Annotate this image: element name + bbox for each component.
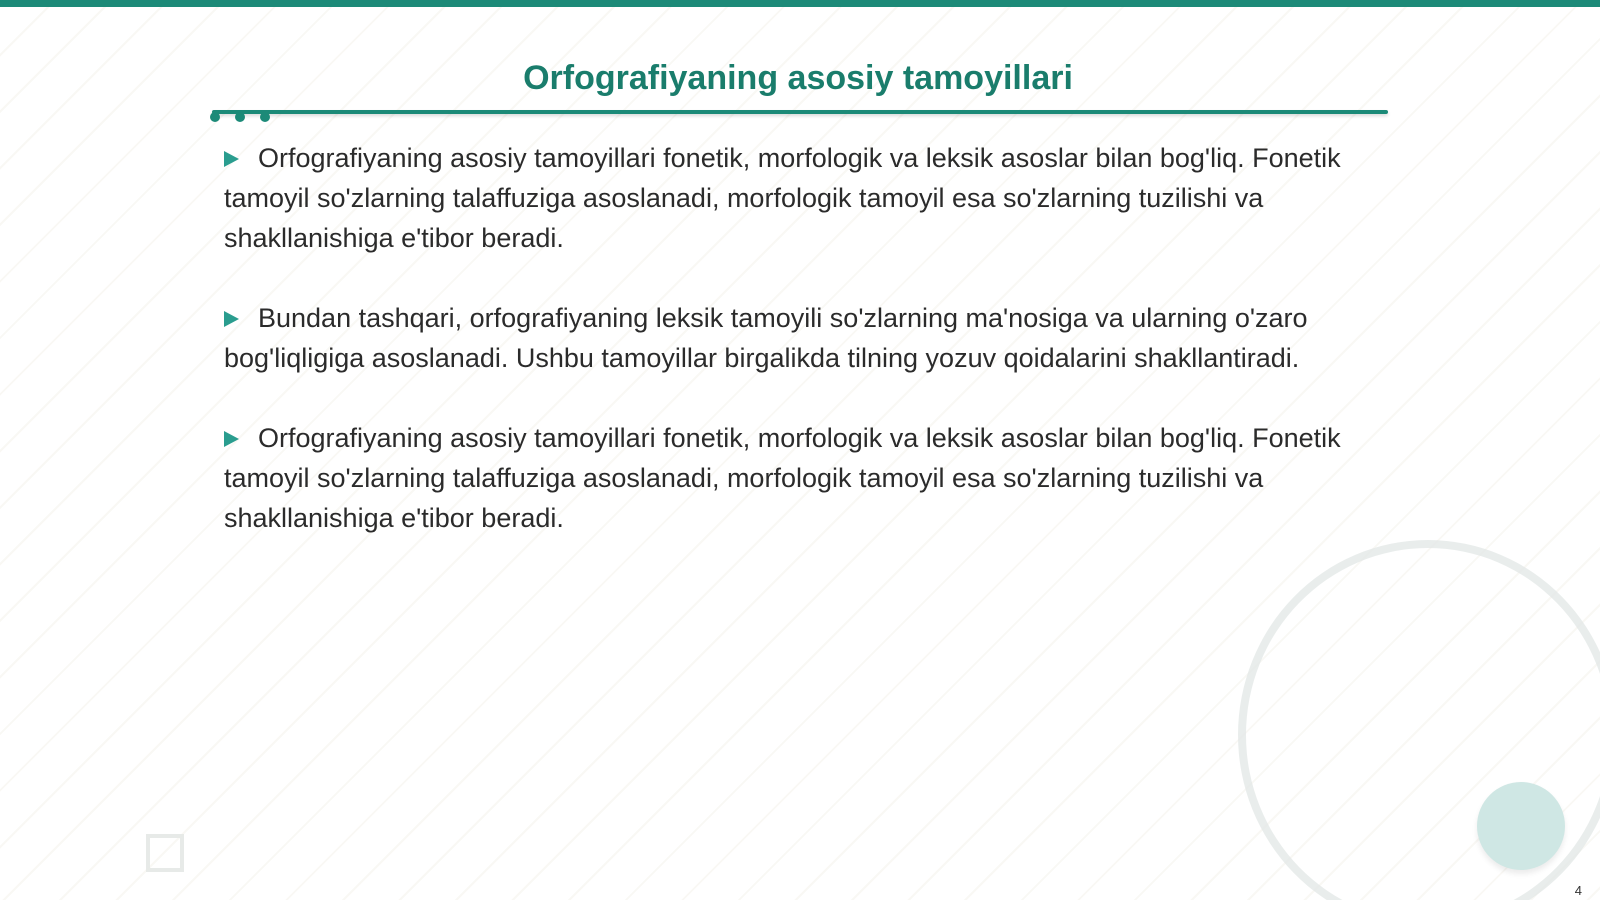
underline-dot — [235, 112, 245, 122]
decorative-square — [146, 834, 184, 872]
underline-dot — [210, 112, 220, 122]
bullet-paragraph-3 — [224, 418, 1374, 538]
title-underline-dots — [210, 112, 280, 124]
triangle-bullet-icon — [224, 311, 239, 327]
bullet-paragraph-text: Bundan tashqari, orfografiyaning leksik tamoyili so'zlarning ma'nosiga va ularning o'zaro bog'liqligiga asoslanadi. Ushbu tamoyillar birgalikda tilning yozuv qoidalarini shakllantiradi. — [224, 303, 1308, 373]
page-number: 4 — [1574, 883, 1582, 898]
triangle-bullet-icon — [224, 431, 239, 447]
decorative-circle — [1477, 782, 1565, 870]
slide-title: Orfografiyaning asosiy tamoyillari — [523, 59, 1073, 97]
title-underline — [212, 110, 1388, 114]
bullet-paragraph-1 — [224, 138, 1374, 258]
top-accent-bar — [0, 0, 1600, 7]
bullet-paragraph-text: Orfografiyaning asosiy tamoyillari fonetik, morfologik va leksik asoslar bilan bog'liq. Fonetik tamoyil so'zlarning talaffuziga asoslanadi, morfologik tamoyil esa so'zlarning tuzilishi va shakllanishiga e'tibor beradi. — [224, 423, 1341, 533]
bullet-list — [224, 138, 1374, 578]
bullet-paragraph-2 — [224, 298, 1374, 378]
underline-dot — [260, 112, 270, 122]
triangle-bullet-icon — [224, 151, 239, 167]
bullet-paragraph-text: Orfografiyaning asosiy tamoyillari fonetik, morfologik va leksik asoslar bilan bog'liq. Fonetik tamoyil so'zlarning talaffuziga asoslanadi, morfologik tamoyil esa so'zlarning tuzilishi va shakllanishiga e'tibor beradi. — [224, 143, 1341, 253]
